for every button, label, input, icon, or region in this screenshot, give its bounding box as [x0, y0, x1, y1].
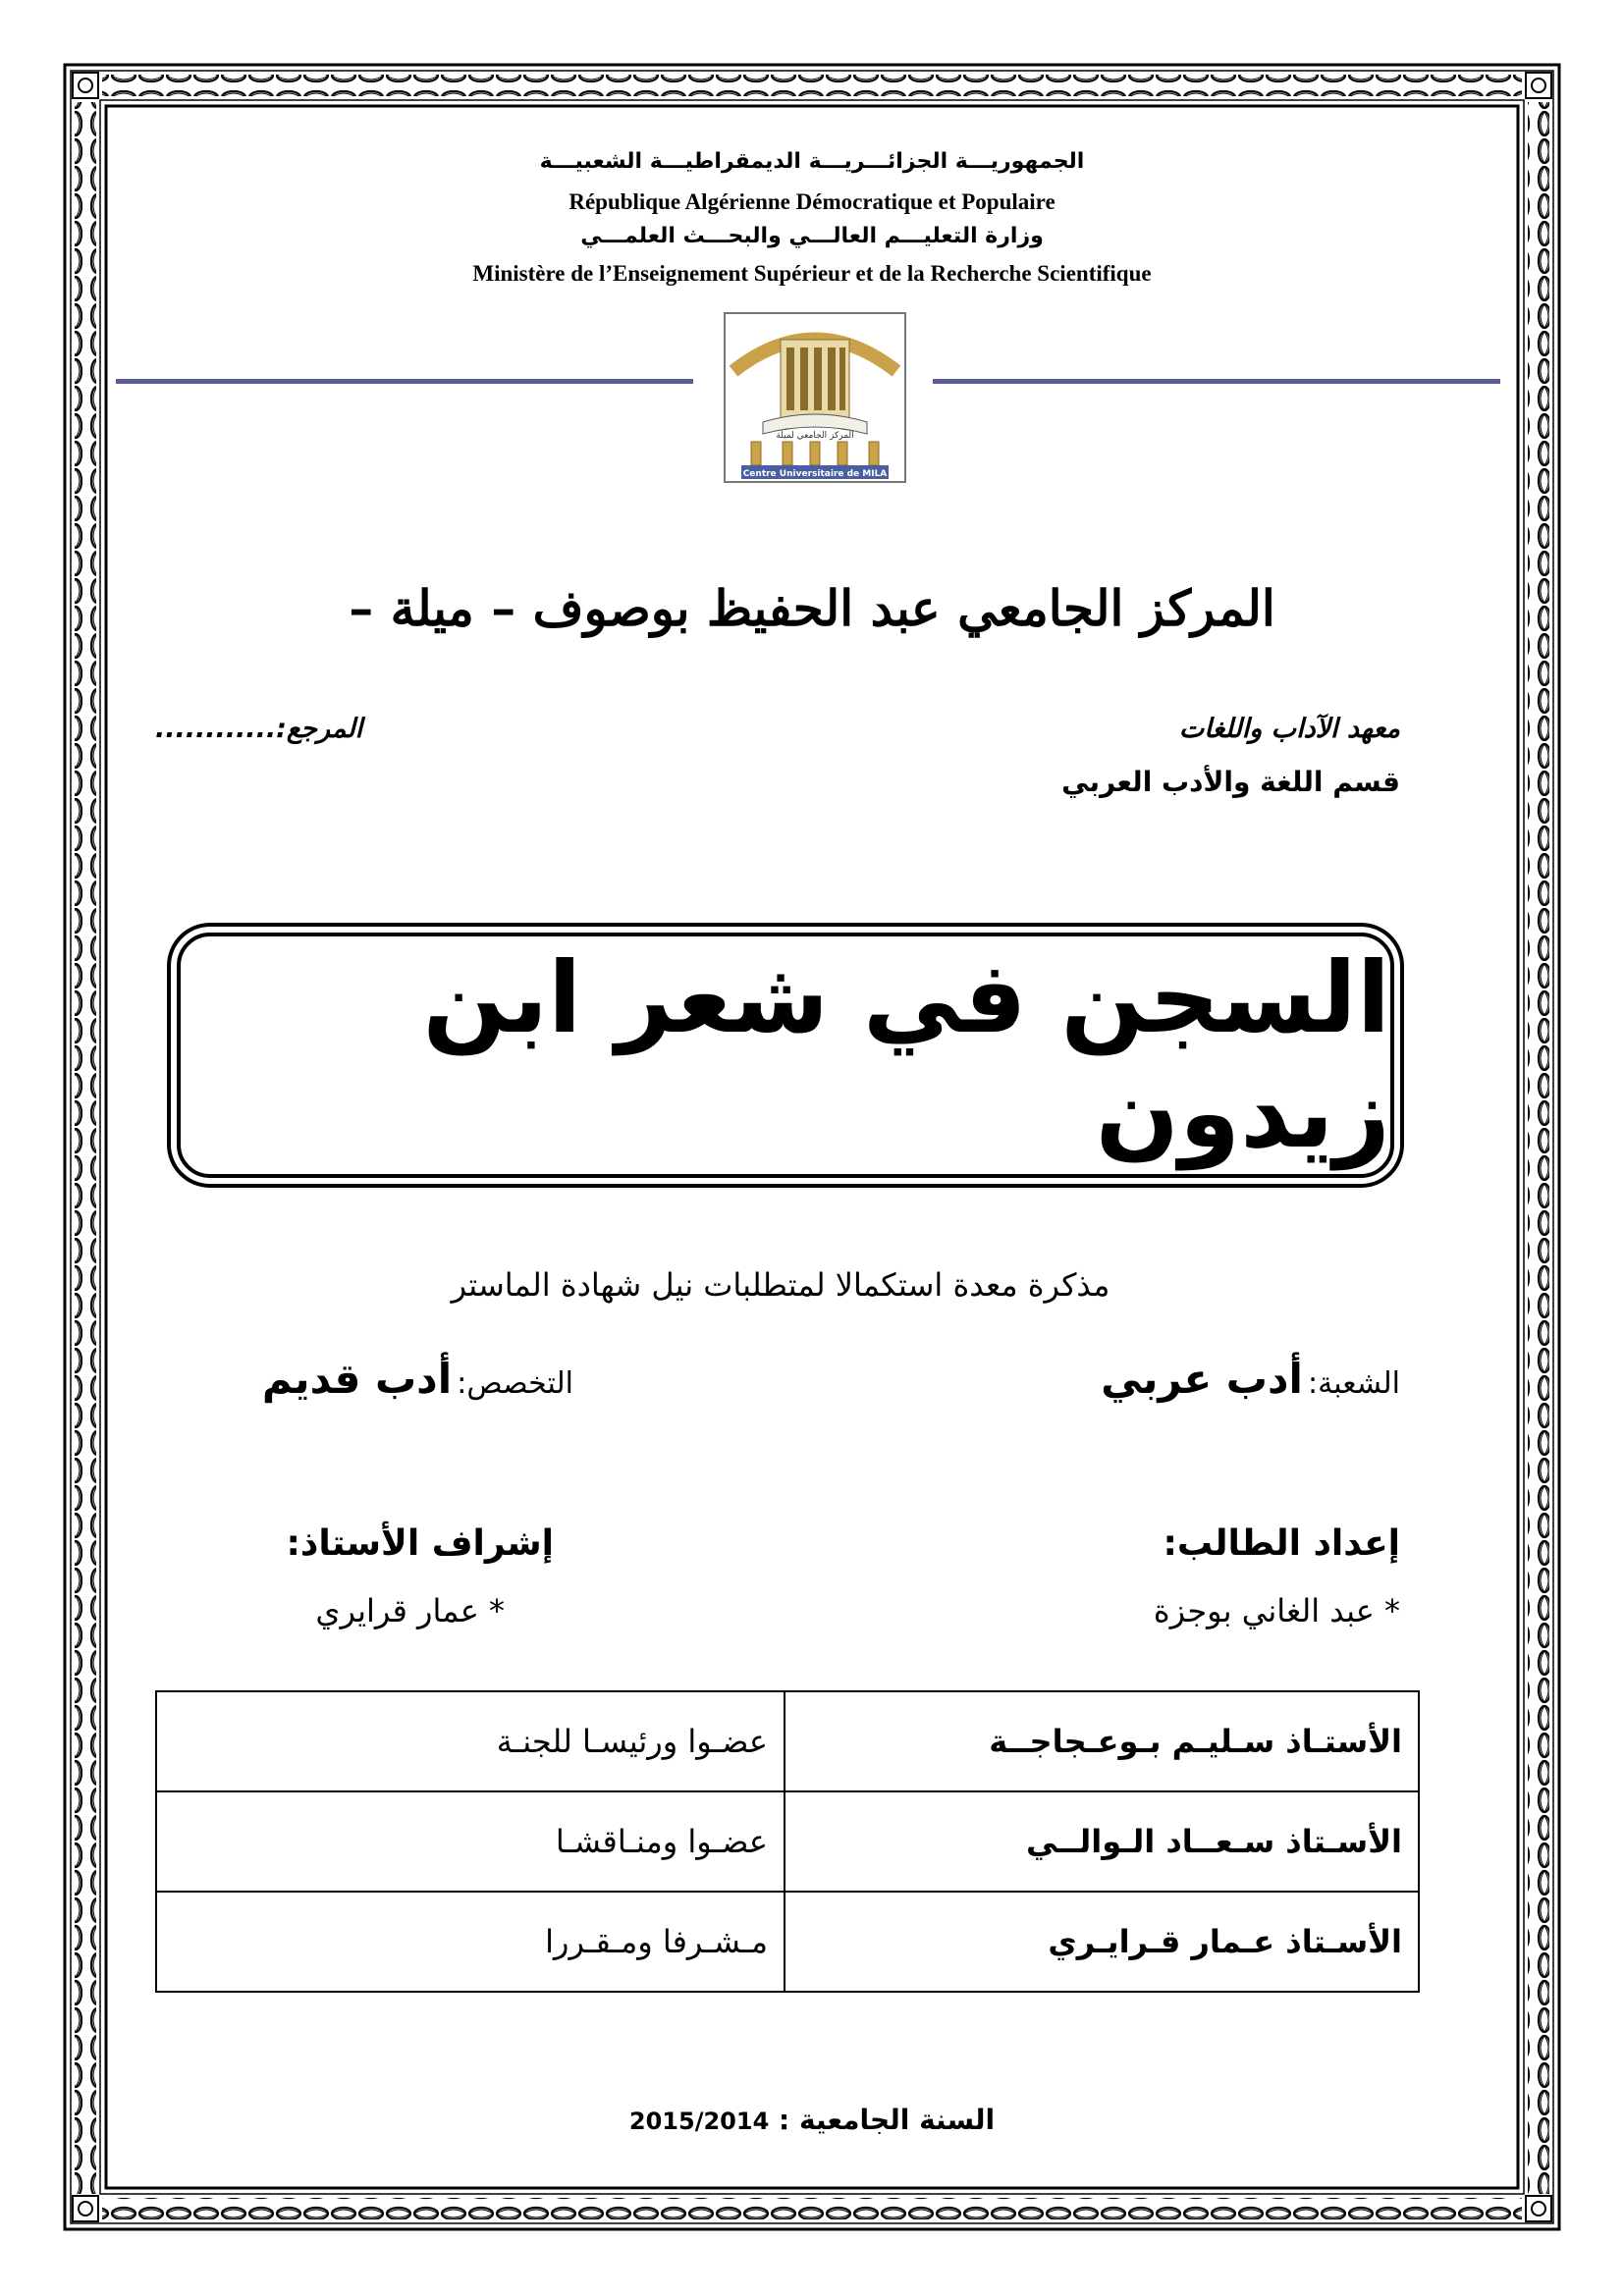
student-name: * عبد الغاني بوجزة	[1153, 1592, 1400, 1629]
table-row	[156, 1691, 1419, 1791]
reference-number: المرجع:............	[155, 714, 363, 744]
academic-year-value: 2015/2014	[628, 2108, 770, 2135]
specialty-label: التخصص:	[457, 1366, 573, 1401]
academic-year-label: السنة الجامعية :	[779, 2104, 996, 2136]
department-name: قسم اللغة والأدب العربي	[1061, 766, 1400, 798]
table-row	[156, 1892, 1419, 1992]
university-logo	[724, 312, 906, 483]
university-name: المركز الجامعي عبد الحفيظ بوصوف – ميلة –	[349, 579, 1275, 637]
jury-table	[155, 1690, 1420, 1993]
branch-value: أدب عربي	[1101, 1355, 1303, 1403]
jury-member-role: عضـوا ومنـاقشـا	[156, 1791, 785, 1892]
jury-member-name: الأسـتاذ سـعــاد الـوالــي	[785, 1791, 1419, 1892]
branch-label: الشعبة:	[1308, 1366, 1400, 1401]
header-rule-right	[933, 379, 1500, 384]
jury-member-role: عضـوا ورئيسـا للجنـة	[156, 1691, 785, 1791]
header-rule-left	[116, 379, 693, 384]
branch-field	[1101, 1355, 1400, 1403]
thesis-title-box	[177, 933, 1394, 1178]
jury-member-name: الأستـاذ سـليـم بـوعـجاجــة	[785, 1691, 1419, 1791]
supervisor-name: * عمار قرايري	[315, 1592, 505, 1629]
jury-member-role: مـشـرفا ومـقـررا	[156, 1892, 785, 1992]
republic-name-fr: République Algérienne Démocratique et Populaire	[568, 189, 1056, 214]
specialty-value: أدب قديم	[261, 1355, 453, 1403]
academic-year	[0, 2104, 1624, 2136]
ministry-name-fr: Ministère de l’Enseignement Supérieur et de la Recherche Scientifique	[472, 261, 1152, 286]
thesis-subtitle: مذكرة معدة استكمالا لمتطلبات نيل شهادة الماستر	[451, 1266, 1110, 1304]
specialty-field	[262, 1355, 573, 1403]
jury-member-name: الأسـتاذ عـمار قـرايـري	[785, 1892, 1419, 1992]
table-row	[156, 1791, 1419, 1892]
svg-text:المركز الجامعي لميلة: المركز الجامعي لميلة	[776, 431, 854, 441]
svg-text:Centre Universitaire de MILA: Centre Universitaire de MILA	[742, 469, 888, 479]
thesis-title: السجن في شعر ابن زيدون	[422, 940, 1390, 1170]
supervisor-heading: إشراف الأستاذ:	[286, 1523, 554, 1564]
institute-name: معهد الآداب واللغات	[1178, 714, 1400, 744]
republic-name-ar: الجمهوريـــة الجزائـــريـــة الديمقراطيـــة الشعبيـــة	[539, 149, 1085, 174]
ministry-name-ar: وزارة التعليـــم العالـــي والبحـــث العلمـــي	[580, 224, 1044, 248]
student-heading: إعداد الطالب:	[1163, 1523, 1400, 1564]
